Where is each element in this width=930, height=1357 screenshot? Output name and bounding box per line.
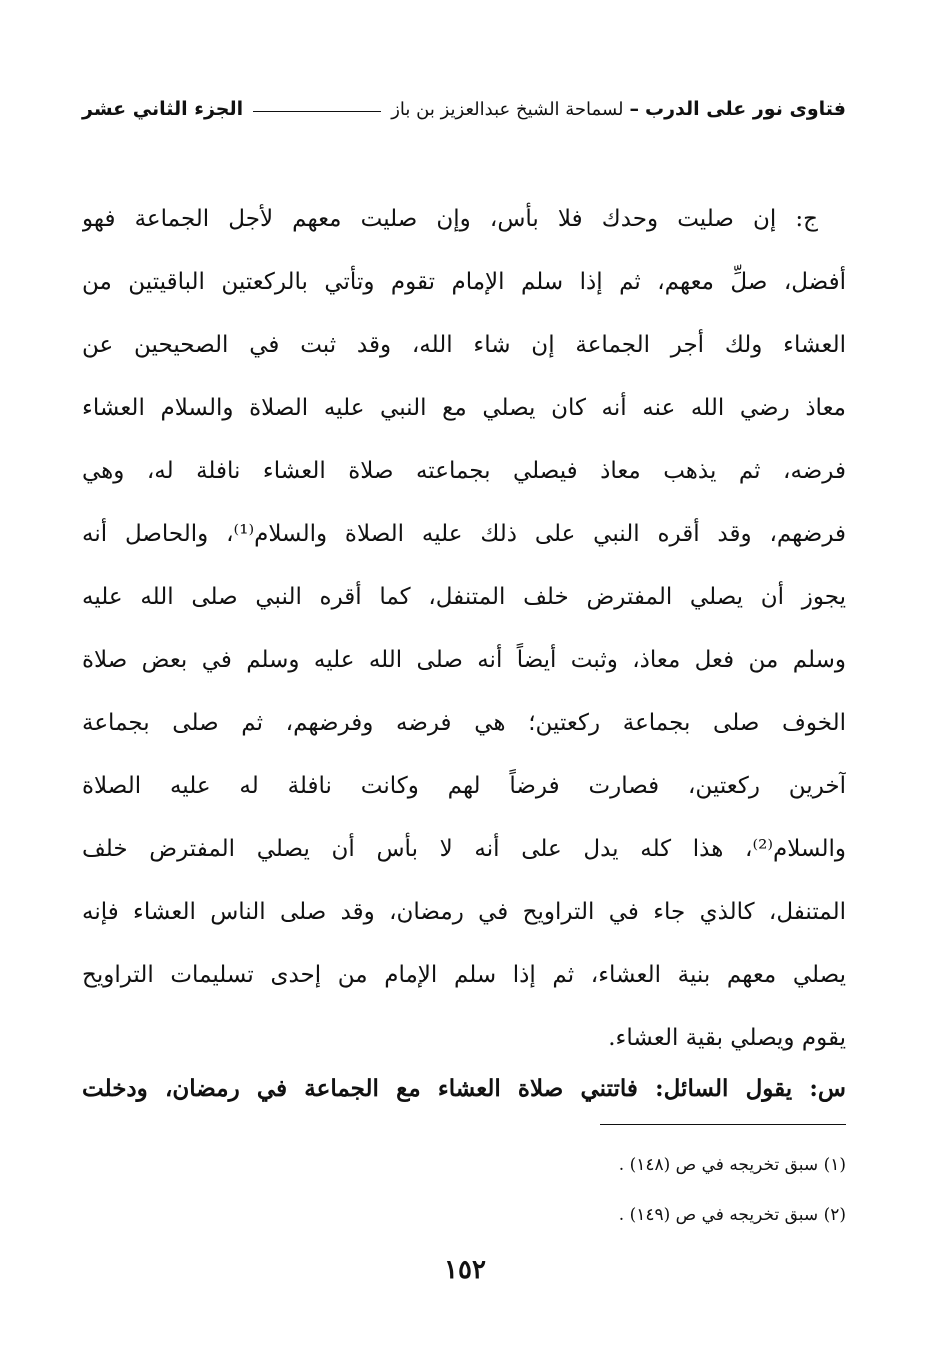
header-rule [253,111,381,112]
body-line: معاذ رضي الله عنه أنه كان يصلي مع النبي عليه الصلاة والسلام العشاء [82,395,846,421]
body-line: فرضهم، وقد أقره النبي على ذلك عليه الصلاة والسلام⁽¹⁾، والحاصل أنه [82,521,846,547]
header-author: لسماحة الشيخ عبدالعزيز بن باز [391,98,624,120]
body-text [82,188,846,1070]
body-line: يجوز أن يصلي المفترض خلف المتنفل، كما أقره النبي صلى الله عليه [82,584,846,610]
body-line: الخوف صلى بجماعة ركعتين؛ هي فرضه وفرضهم، ثم صلى بجماعة [82,710,846,736]
body-line: أفضل، صلِّ معهم، ثم إذا سلم الإمام تقوم وتأتي بالركعتين الباقيتين من [82,269,846,295]
footnote-item: (١) سبق تخريجه في ص (١٤٨) . [618,1155,846,1175]
page-number: ١٥٢ [444,1255,486,1285]
body-line: آخرين ركعتين، فصارت فرضاً لهم وكانت نافلة له عليه الصلاة [82,773,846,799]
body-line: العشاء ولك أجر الجماعة إن شاء الله، وقد ثبت في الصحيحين عن [82,332,846,358]
footnote-rule [600,1124,846,1125]
body-line: المتنفل، كالذي جاء في التراويح في رمضان، وقد صلى الناس العشاء فإنه [82,899,846,925]
body-line: وسلم من فعل معاذ، وثبت أيضاً أنه صلى الله عليه وسلم في بعض صلاة [82,647,846,673]
header-title-text: فتاوى نور على الدرب [645,98,846,120]
footnotes [82,1140,846,1240]
running-header [82,92,846,126]
header-dash: – [629,98,639,120]
body-line: يصلي معهم بنية العشاء، ثم إذا سلم الإمام من إحدى تسليمات التراويح [82,962,846,988]
body-line: والسلام⁽²⁾، هذا كله يدل على أنه لا بأس أن يصلي المفترض خلف [82,836,846,862]
question-line: س: يقول السائل: فاتتني صلاة العشاء مع الجماعة في رمضان، ودخلت [82,1075,846,1102]
header-part: الجزء الثاني عشر [82,98,244,120]
body-line: ج: إن صليت وحدك فلا بأس، وإن صليت معهم لأجل الجماعة فهو [82,206,818,232]
footnote-item: (٢) سبق تخريجه في ص (١٤٩) . [618,1205,846,1225]
body-line: فرضه، ثم يذهب معاذ فيصلي بجماعته صلاة العشاء نافلة له، وهي [82,458,846,484]
body-line: يقوم ويصلي بقية العشاء. [608,1025,846,1051]
header-book-title [391,98,846,120]
